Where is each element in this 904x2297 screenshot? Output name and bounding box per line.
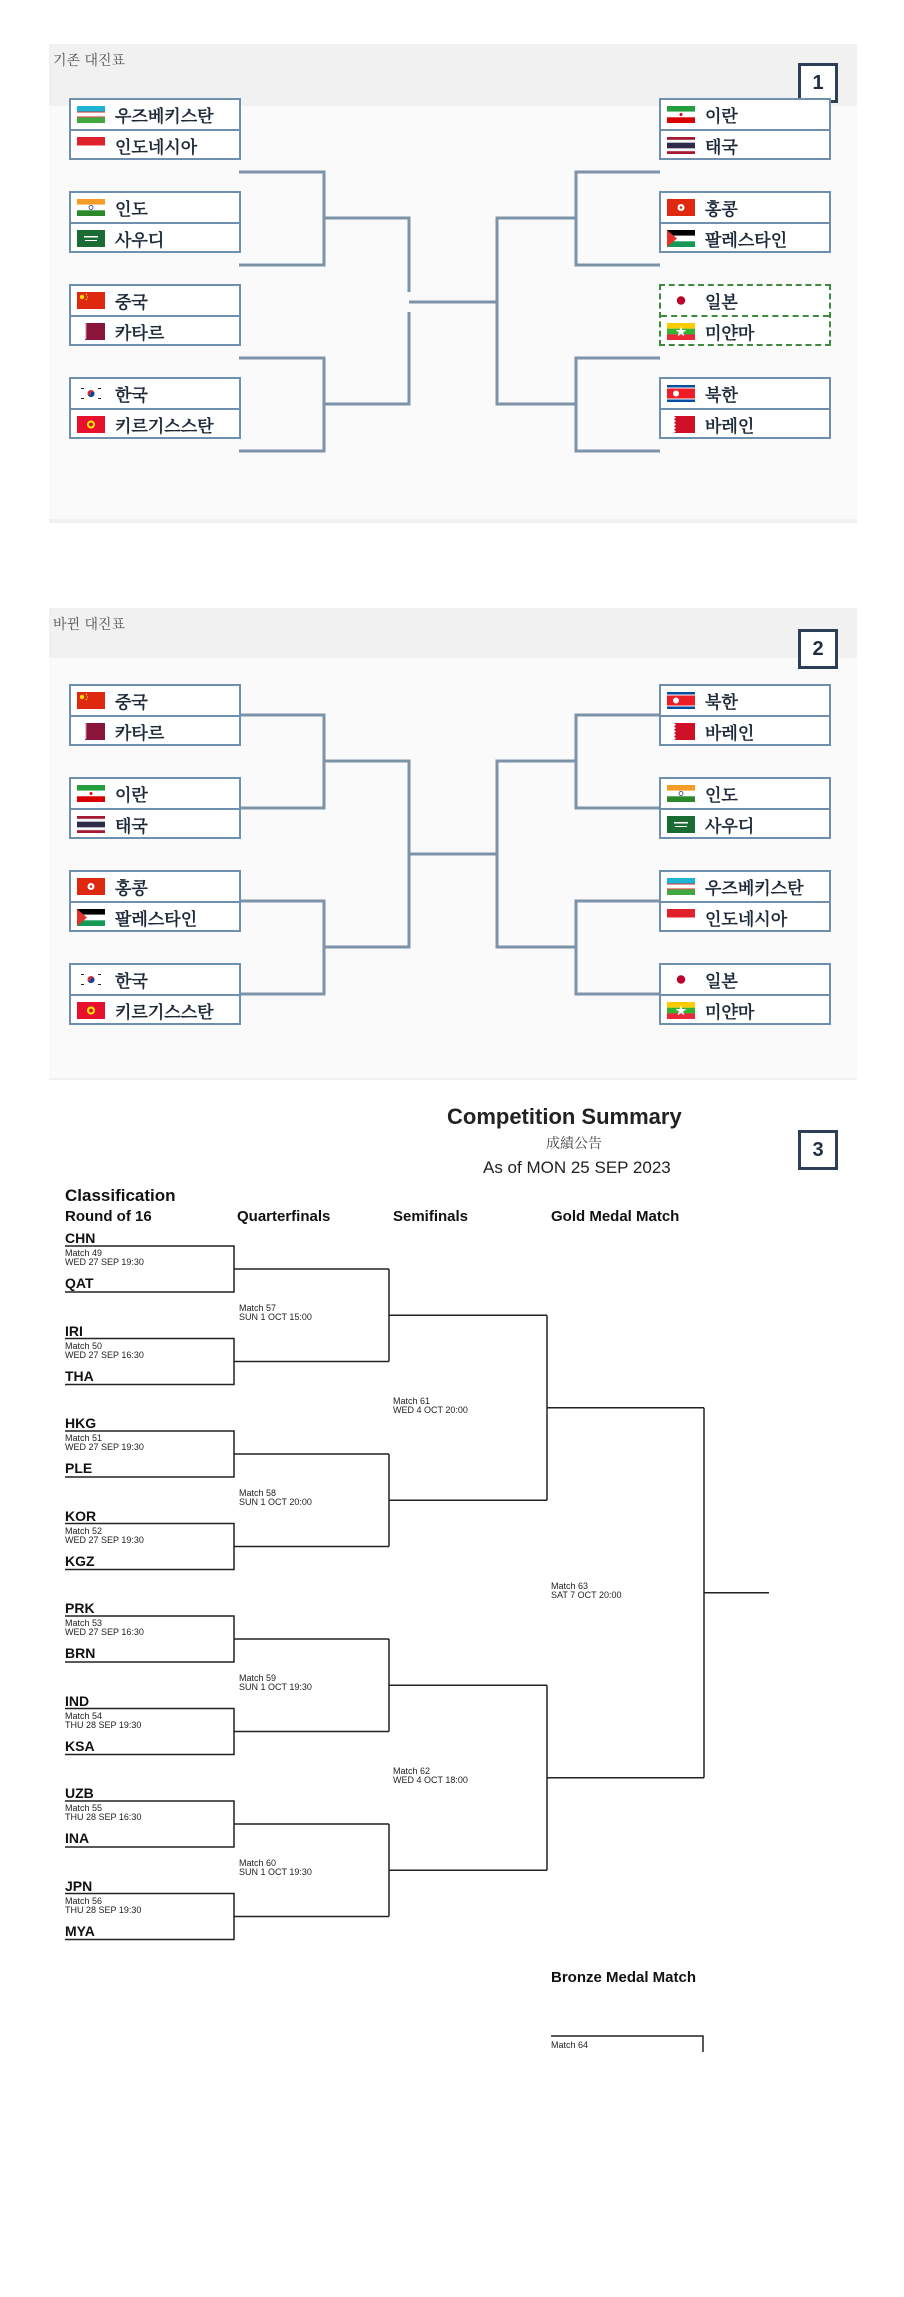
team-code: KGZ (65, 1552, 95, 1569)
match-number: Match 52 (65, 1525, 103, 1536)
match-number: Match 56 (65, 1895, 103, 1906)
team-code: PLE (65, 1460, 93, 1476)
matchup-box (659, 284, 831, 346)
match-time: WED 4 OCT 20:00 (393, 1404, 468, 1415)
round-of-16-heading: Round of 16 (65, 1208, 152, 1225)
matchup-box (69, 870, 241, 932)
team-row (661, 686, 829, 717)
team-row (661, 224, 829, 253)
team-code: KSA (65, 1737, 95, 1754)
team-row (661, 717, 829, 746)
match-time: WED 4 OCT 18:00 (393, 1774, 468, 1785)
matchup-box (69, 684, 241, 746)
mya-flag-icon (667, 323, 695, 340)
team-code: THA (65, 1367, 94, 1384)
team-code: MYA (65, 1922, 95, 1939)
jpn-flag-icon (667, 971, 695, 988)
team-row (661, 100, 829, 131)
match-time: SUN 1 OCT 20:00 (239, 1497, 312, 1508)
team-row (661, 379, 829, 410)
match-number: Match 59 (239, 1673, 277, 1684)
team-code: KOR (65, 1507, 97, 1524)
team-name: 일본 (705, 972, 738, 992)
tha-flag-icon (667, 137, 695, 154)
team-name: 이란 (115, 786, 148, 806)
panel-number-badge: 3 (798, 1130, 838, 1170)
match-time: SAT 7 OCT 20:00 (551, 1589, 622, 1600)
chn-flag-icon (77, 692, 105, 709)
ple-flag-icon (667, 230, 695, 247)
team-row (71, 410, 239, 439)
team-name: 카타르 (115, 724, 165, 744)
team-name: 바레인 (705, 417, 755, 437)
team-row (661, 903, 829, 932)
team-code: PRK (65, 1600, 95, 1616)
match-time: SUN 1 OCT 19:30 (239, 1682, 312, 1693)
team-row (661, 810, 829, 839)
bracket-panel-changed (49, 608, 857, 1080)
panel-number-badge: 2 (798, 629, 838, 669)
match-number: Match 57 (239, 1303, 277, 1314)
matchup-box (659, 377, 831, 439)
kgz-flag-icon (77, 416, 105, 433)
team-name: 키르기스스탄 (115, 1003, 214, 1023)
team-row (71, 965, 239, 996)
prk-flag-icon (667, 385, 695, 402)
team-row (661, 286, 829, 317)
match-time: SUN 1 OCT 15:00 (239, 1312, 312, 1323)
matchup-box (69, 963, 241, 1025)
team-code: QAT (65, 1275, 94, 1291)
kor-flag-icon (77, 971, 105, 988)
team-row (661, 872, 829, 903)
match-time: WED 27 SEP 19:30 (65, 1442, 144, 1452)
panel-label: 기존 대진표 (53, 53, 126, 69)
ina-flag-icon (667, 909, 695, 926)
match-number: Match 49 (65, 1248, 103, 1258)
kgz-flag-icon (77, 1002, 105, 1019)
hkg-flag-icon (77, 878, 105, 895)
match-time: WED 27 SEP 16:30 (65, 1627, 144, 1637)
ind-flag-icon (667, 785, 695, 802)
team-name: 한국 (115, 386, 148, 406)
team-code: UZB (65, 1785, 94, 1801)
gold-medal-heading: Gold Medal Match (551, 1208, 680, 1225)
match-time: THU 28 SEP 16:30 (65, 1812, 142, 1822)
match-number: Match 55 (65, 1803, 103, 1813)
summary-title: Competition Summary (447, 1104, 682, 1129)
team-row (661, 965, 829, 996)
team-row (71, 131, 239, 160)
team-row (71, 686, 239, 717)
team-name: 홍콩 (115, 879, 148, 899)
team-name: 중국 (115, 693, 148, 713)
match-time: SUN 1 OCT 19:30 (239, 1867, 312, 1878)
match-number: Match 62 (393, 1765, 431, 1776)
match-time: THU 28 SEP 19:30 (65, 1719, 142, 1730)
team-row (661, 317, 829, 346)
match-number: Match 64 (551, 2040, 589, 2050)
team-name: 한국 (115, 972, 148, 992)
team-code: BRN (65, 1645, 96, 1661)
team-name: 이란 (705, 107, 738, 127)
team-name: 키르기스스탄 (115, 417, 214, 437)
team-name: 태국 (705, 138, 738, 158)
matchup-box (69, 284, 241, 346)
matchup-box (659, 191, 831, 253)
iri-flag-icon (667, 106, 695, 123)
mya-flag-icon (667, 1002, 695, 1019)
hkg-flag-icon (667, 199, 695, 216)
team-name: 중국 (115, 293, 148, 313)
brn-flag-icon (667, 723, 695, 740)
ksa-flag-icon (77, 230, 105, 247)
team-code: INA (65, 1830, 90, 1846)
team-code: IRI (65, 1322, 83, 1339)
team-row (71, 779, 239, 810)
summary-subtitle: 成績公告 (546, 1136, 602, 1152)
team-row (71, 872, 239, 903)
team-name: 카타르 (115, 324, 165, 344)
team-name: 바레인 (705, 724, 755, 744)
match-number: Match 63 (551, 1580, 589, 1591)
matchup-box (69, 777, 241, 839)
team-name: 미얀마 (705, 1003, 755, 1023)
match-number: Match 54 (65, 1710, 103, 1721)
uzb-flag-icon (667, 878, 695, 895)
team-name: 태국 (115, 817, 148, 837)
iri-flag-icon (77, 785, 105, 802)
match-number: Match 50 (65, 1340, 103, 1351)
team-row (661, 779, 829, 810)
team-row (71, 224, 239, 253)
matchup-box (659, 963, 831, 1025)
as-of-date: As of MON 25 SEP 2023 (483, 1158, 671, 1177)
team-name: 인도네시아 (115, 138, 198, 158)
qat-flag-icon (77, 723, 105, 740)
matchup-box (69, 377, 241, 439)
tha-flag-icon (77, 816, 105, 833)
team-row (661, 193, 829, 224)
ple-flag-icon (77, 909, 105, 926)
team-row (661, 996, 829, 1025)
match-number: Match 58 (239, 1488, 277, 1499)
team-code: IND (65, 1692, 90, 1709)
team-name: 북한 (705, 693, 738, 713)
team-name: 사우디 (115, 231, 165, 251)
ina-flag-icon (77, 137, 105, 154)
team-name: 인도네시아 (705, 910, 788, 930)
bracket-panel-original (49, 44, 857, 523)
match-number: Match 53 (65, 1618, 103, 1628)
matchup-box (659, 98, 831, 160)
matchup-box (69, 98, 241, 160)
matchup-box (659, 684, 831, 746)
classification-heading: Classification (65, 1186, 176, 1205)
uzb-flag-icon (77, 106, 105, 123)
panel-number-badge: 1 (798, 63, 838, 103)
panel-label: 바뀐 대진표 (53, 617, 126, 633)
team-name: 인도 (705, 786, 738, 806)
team-row (71, 100, 239, 131)
match-time: WED 27 SEP 19:30 (65, 1257, 144, 1267)
team-row (71, 996, 239, 1025)
team-name: 팔레스타인 (115, 910, 198, 930)
team-row (71, 717, 239, 746)
team-name: 북한 (705, 386, 738, 406)
match-time: WED 27 SEP 19:30 (65, 1534, 144, 1545)
team-row (71, 810, 239, 839)
team-row (661, 410, 829, 439)
competition-summary-panel (49, 1098, 857, 2092)
team-name: 사우디 (705, 817, 755, 837)
team-name: 팔레스타인 (705, 231, 788, 251)
match-number: Match 61 (393, 1395, 431, 1406)
team-code: HKG (65, 1415, 97, 1431)
team-row (71, 317, 239, 346)
team-code: CHN (65, 1230, 96, 1246)
team-name: 우즈베키스탄 (115, 107, 214, 127)
team-row (71, 903, 239, 932)
semifinals-heading: Semifinals (393, 1208, 469, 1225)
ksa-flag-icon (667, 816, 695, 833)
matchup-box (659, 777, 831, 839)
chn-flag-icon (77, 292, 105, 309)
team-name: 홍콩 (705, 200, 738, 220)
qat-flag-icon (77, 323, 105, 340)
summary-bracket-lines (49, 1098, 857, 2092)
team-name: 미얀마 (705, 324, 755, 344)
team-row (71, 193, 239, 224)
team-row (71, 286, 239, 317)
match-time: THU 28 SEP 19:30 (65, 1904, 142, 1915)
team-name: 우즈베키스탄 (705, 879, 804, 899)
match-time: WED 27 SEP 16:30 (65, 1349, 144, 1360)
team-name: 일본 (705, 293, 738, 313)
matchup-box (69, 191, 241, 253)
match-number: Match 60 (239, 1858, 277, 1869)
quarterfinals-heading: Quarterfinals (237, 1208, 331, 1225)
bronze-medal-heading: Bronze Medal Match (551, 1969, 697, 1986)
team-row (661, 131, 829, 160)
prk-flag-icon (667, 692, 695, 709)
jpn-flag-icon (667, 292, 695, 309)
brn-flag-icon (667, 416, 695, 433)
kor-flag-icon (77, 385, 105, 402)
match-number: Match 51 (65, 1433, 103, 1443)
team-name: 인도 (115, 200, 148, 220)
matchup-box (659, 870, 831, 932)
team-row (71, 379, 239, 410)
team-code: JPN (65, 1877, 93, 1894)
ind-flag-icon (77, 199, 105, 216)
